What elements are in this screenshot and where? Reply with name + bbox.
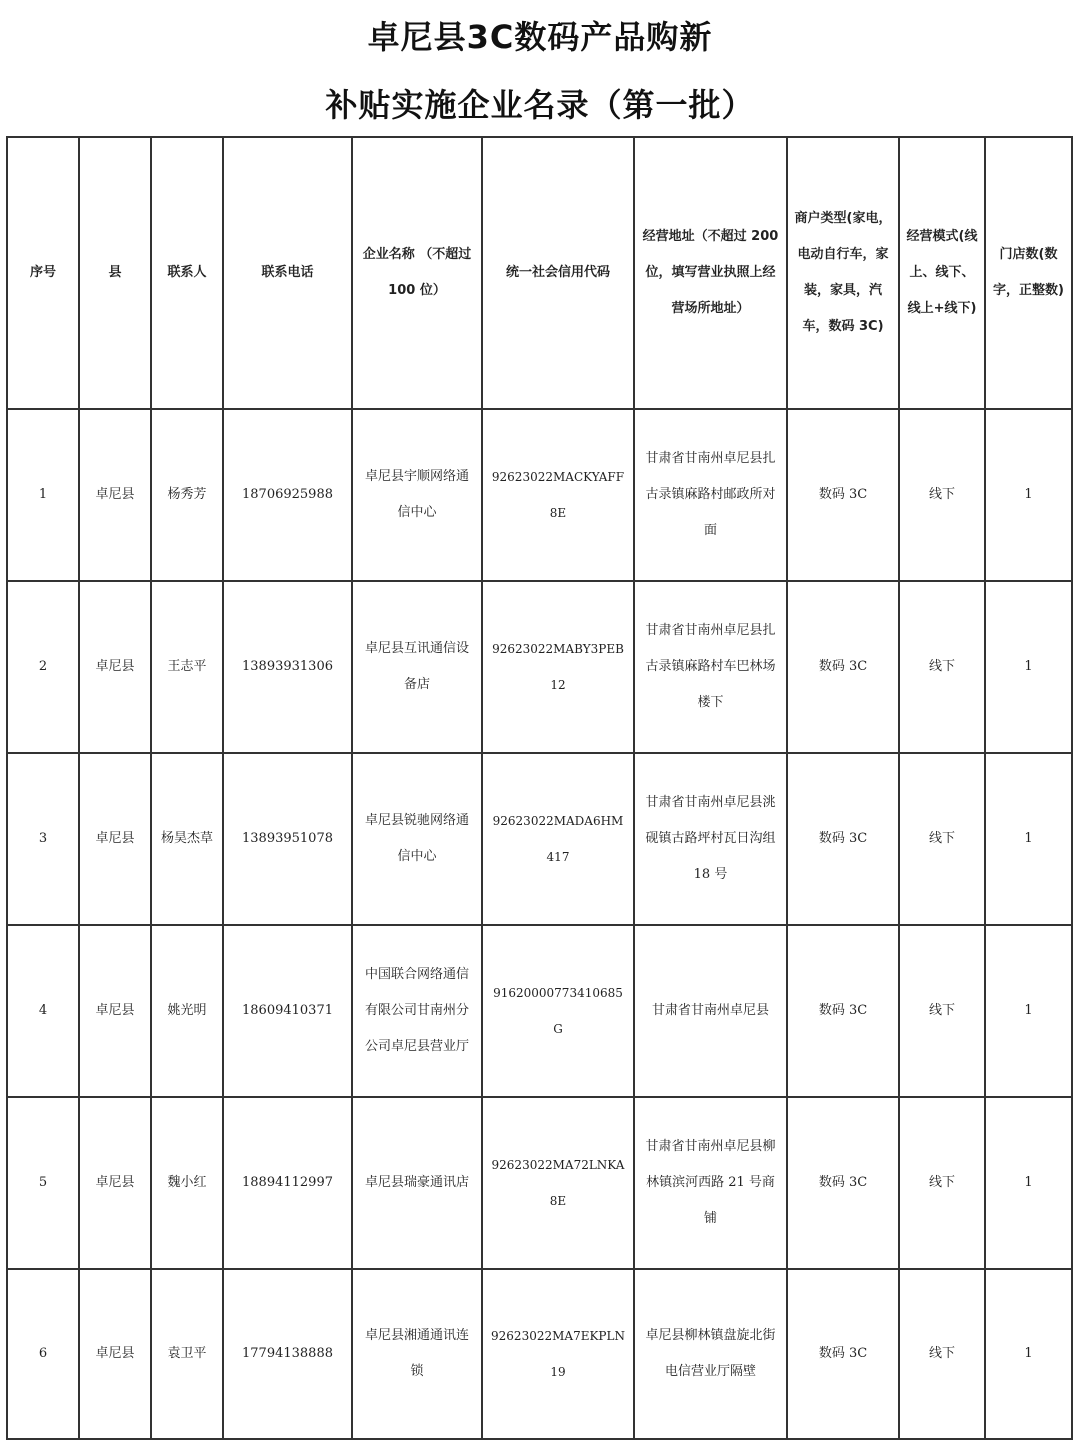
cell-address: 甘肃省甘南州卓尼县柳林镇滨河西路 21 号商铺 (634, 1097, 787, 1269)
cell-phone: 18894112997 (223, 1097, 352, 1269)
enterprise-list-table (6, 136, 1073, 1440)
header-county: 县 (79, 137, 151, 409)
cell-address: 甘肃省甘南州卓尼县扎古录镇麻路村邮政所对面 (634, 409, 787, 581)
header-phone: 联系电话 (223, 137, 352, 409)
cell-phone: 18706925988 (223, 409, 352, 581)
cell-merchant-type: 数码 3C (787, 925, 899, 1097)
header-company-name: 企业名称 （不超过 100 位） (352, 137, 482, 409)
cell-phone: 13893951078 (223, 753, 352, 925)
cell-merchant-type: 数码 3C (787, 1097, 899, 1269)
cell-address: 甘肃省甘南州卓尼县洮砚镇古路坪村瓦日沟组 18 号 (634, 753, 787, 925)
cell-store-count: 1 (985, 925, 1072, 1097)
table-row (7, 409, 1072, 581)
table-row (7, 1269, 1072, 1439)
cell-contact: 王志平 (151, 581, 223, 753)
header-address: 经营地址（不超过 200 位，填写营业执照上经营场所地址） (634, 137, 787, 409)
cell-contact: 杨秀芳 (151, 409, 223, 581)
cell-index: 5 (7, 1097, 79, 1269)
cell-contact: 杨昊杰草 (151, 753, 223, 925)
cell-credit-code: 92623022MABY3PEB12 (482, 581, 634, 753)
cell-company-name: 卓尼县湘通通讯连锁 (352, 1269, 482, 1439)
document-title-line-2: 补贴实施企业名录（第一批） (325, 86, 755, 124)
header-contact: 联系人 (151, 137, 223, 409)
table-header-row (7, 137, 1072, 409)
cell-company-name: 卓尼县锐驰网络通信中心 (352, 753, 482, 925)
cell-address: 甘肃省甘南州卓尼县扎古录镇麻路村车巴林场楼下 (634, 581, 787, 753)
cell-company-name: 卓尼县宇顺网络通信中心 (352, 409, 482, 581)
cell-merchant-type: 数码 3C (787, 409, 899, 581)
cell-business-mode: 线下 (899, 1097, 985, 1269)
cell-index: 2 (7, 581, 79, 753)
header-index: 序号 (7, 137, 79, 409)
cell-phone: 18609410371 (223, 925, 352, 1097)
cell-county: 卓尼县 (79, 1269, 151, 1439)
cell-county: 卓尼县 (79, 925, 151, 1097)
cell-store-count: 1 (985, 581, 1072, 753)
cell-credit-code: 92623022MA7EKPLN19 (482, 1269, 634, 1439)
cell-contact: 姚光明 (151, 925, 223, 1097)
cell-county: 卓尼县 (79, 1097, 151, 1269)
cell-index: 4 (7, 925, 79, 1097)
header-merchant-type: 商户类型(家电，电动自行车，家装，家具，汽车，数码 3C) (787, 137, 899, 409)
cell-credit-code: 92623022MADA6HM417 (482, 753, 634, 925)
cell-business-mode: 线下 (899, 925, 985, 1097)
cell-county: 卓尼县 (79, 409, 151, 581)
cell-business-mode: 线下 (899, 581, 985, 753)
cell-store-count: 1 (985, 1269, 1072, 1439)
cell-business-mode: 线下 (899, 1269, 985, 1439)
cell-business-mode: 线下 (899, 409, 985, 581)
document-title-line-1: 卓尼县3C数码产品购新 (367, 18, 713, 56)
cell-index: 3 (7, 753, 79, 925)
cell-company-name: 中国联合网络通信有限公司甘南州分公司卓尼县营业厅 (352, 925, 482, 1097)
table-row (7, 753, 1072, 925)
cell-phone: 17794138888 (223, 1269, 352, 1439)
header-business-mode: 经营模式(线上、线下、线上+线下) (899, 137, 985, 409)
cell-address: 甘肃省甘南州卓尼县 (634, 925, 787, 1097)
cell-index: 6 (7, 1269, 79, 1439)
cell-merchant-type: 数码 3C (787, 581, 899, 753)
table-row (7, 1097, 1072, 1269)
cell-company-name: 卓尼县瑞豪通讯店 (352, 1097, 482, 1269)
cell-credit-code: 91620000773410685G (482, 925, 634, 1097)
cell-credit-code: 92623022MACKYAFF8E (482, 409, 634, 581)
cell-store-count: 1 (985, 753, 1072, 925)
cell-index: 1 (7, 409, 79, 581)
cell-business-mode: 线下 (899, 753, 985, 925)
cell-store-count: 1 (985, 409, 1072, 581)
cell-store-count: 1 (985, 1097, 1072, 1269)
cell-contact: 袁卫平 (151, 1269, 223, 1439)
cell-credit-code: 92623022MA72LNKA8E (482, 1097, 634, 1269)
cell-address: 卓尼县柳林镇盘旋北街电信营业厅隔壁 (634, 1269, 787, 1439)
cell-merchant-type: 数码 3C (787, 753, 899, 925)
cell-merchant-type: 数码 3C (787, 1269, 899, 1439)
cell-phone: 13893931306 (223, 581, 352, 753)
header-credit-code: 统一社会信用代码 (482, 137, 634, 409)
cell-county: 卓尼县 (79, 581, 151, 753)
cell-county: 卓尼县 (79, 753, 151, 925)
table-row (7, 581, 1072, 753)
header-store-count: 门店数(数字，正整数) (985, 137, 1072, 409)
cell-contact: 魏小红 (151, 1097, 223, 1269)
cell-company-name: 卓尼县互讯通信设备店 (352, 581, 482, 753)
table-row (7, 925, 1072, 1097)
